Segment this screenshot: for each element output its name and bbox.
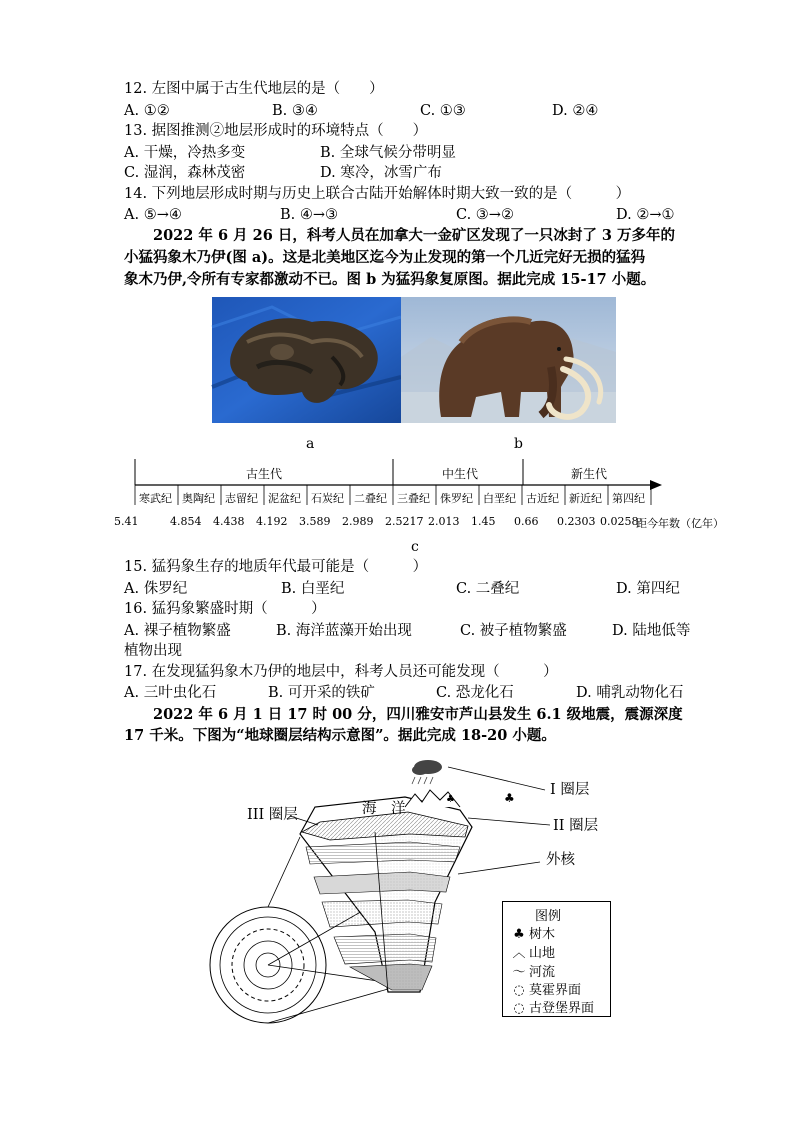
sphere-3-label: III 圈层: [247, 807, 298, 823]
age-label: 2.5217: [385, 515, 424, 528]
legend-item-river: 〜 河流: [511, 961, 555, 980]
q14-option-a: A. ⑤→④: [124, 207, 182, 223]
legend-item-gutenberg: ◌ 古登堡界面: [511, 997, 594, 1016]
age-label: 2.989: [342, 515, 374, 528]
legend-title: 图例: [535, 909, 562, 924]
q14-option-c: C. ③→②: [456, 207, 514, 223]
earth-structure-diagram: [210, 752, 515, 1052]
diagram-legend: [502, 901, 611, 1017]
q12-option-a: A. ①②: [124, 103, 170, 119]
age-label: 0.2303: [557, 515, 596, 528]
era-paleozoic: 古生代: [246, 467, 283, 481]
q17-option-a: A. 三叶虫化石: [124, 685, 217, 701]
q13-option-d: D. 寒冷，冰雪广布: [320, 165, 442, 181]
tree-icon: ♣: [513, 927, 525, 942]
period-label: 奥陶纪: [182, 492, 215, 505]
q17-option-b: B. 可开采的铁矿: [268, 685, 375, 701]
q12-option-c: C. ①③: [420, 103, 466, 119]
passage1-line3: 象木乃伊,令所有专家都激动不已。图 b 为猛犸象复原图。据此完成 15-17 小题。: [124, 271, 656, 288]
q13-stem: 13. 据图推测②地层形成时的环境特点（ ）: [124, 123, 428, 139]
ocean-label: 海 洋: [362, 801, 406, 817]
legend-item-mountain: ︿ 山地: [511, 942, 555, 961]
q14-option-b: B. ④→③: [280, 207, 339, 223]
era-cenozoic: 新生代: [571, 467, 608, 481]
age-label: 4.854: [170, 515, 202, 528]
q13-option-a: A. 干燥，冷热多变: [124, 145, 246, 161]
q16-stem: 16. 猛犸象繁盛时期（ ）: [124, 601, 326, 617]
cloud-icon: [412, 760, 442, 784]
q14-stem: 14. 下列地层形成时期与历史上联合古陆开始解体时期大致一致的是（ ）: [124, 186, 631, 202]
q16-option-c: C. 被子植物繁盛: [460, 623, 567, 639]
period-label: 古近纪: [526, 492, 559, 505]
mammoth-mummy-photo: [212, 297, 401, 423]
q15-stem: 15. 猛犸象生存的地质年代最可能是（ ）: [124, 559, 428, 575]
timeline-axis-label: 距今年数（亿年）: [636, 517, 724, 530]
q17-stem: 17. 在发现猛犸象木乃伊的地层中，科考人员还可能发现（ ）: [124, 664, 558, 680]
passage2-line2: 17 千米。下图为“地球圈层结构示意图”。据此完成 18-20 小题。: [124, 727, 556, 744]
sphere-1-label: I 圈层: [550, 782, 590, 798]
age-label: 4.438: [213, 515, 245, 528]
period-label: 三叠纪: [397, 492, 430, 505]
age-label: 0.66: [514, 515, 539, 528]
q12-option-d: D. ②④: [552, 103, 599, 119]
legend-item-moho: ◌ 莫霍界面: [511, 979, 581, 998]
mammoth-reconstruction-photo: [401, 297, 616, 423]
svg-text:♣: ♣: [504, 791, 515, 805]
q15-option-b: B. 白垩纪: [281, 581, 345, 597]
q15-option-a: A. 侏罗纪: [124, 581, 188, 597]
q15-option-c: C. 二叠纪: [456, 581, 520, 597]
period-label: 石炭纪: [311, 492, 344, 505]
q13-option-c: C. 湿润，森林茂密: [124, 165, 246, 181]
legend-item-tree: ♣ 树木: [511, 923, 555, 942]
q13-option-b: B. 全球气候分带明显: [320, 145, 456, 161]
passage1-line2: 小猛犸象木乃伊(图 a)。这是北美地区迄今为止发现的第一个几近完好无损的猛犸: [124, 249, 646, 266]
q17-option-d: D. 哺乳动物化石: [576, 685, 684, 701]
period-label: 志留纪: [225, 492, 258, 505]
q12-option-b: B. ③④: [272, 103, 318, 119]
mountain-icon: ︿: [512, 946, 526, 961]
period-label: 白垩纪: [483, 492, 516, 505]
sphere-2-label: II 圈层: [553, 818, 599, 834]
figure-c-label: c: [411, 539, 419, 555]
river-icon: 〜: [512, 965, 526, 980]
age-label: 0.0258: [600, 515, 639, 528]
figure-b-label: b: [514, 436, 523, 452]
q15-option-d: D. 第四纪: [616, 581, 680, 597]
q16-option-a: A. 裸子植物繁盛: [124, 623, 231, 639]
geologic-timeline: [120, 455, 680, 515]
age-label: 3.589: [299, 515, 331, 528]
era-mesozoic: 中生代: [442, 467, 479, 481]
q16-option-b: B. 海洋蓝藻开始出现: [276, 623, 412, 639]
period-label: 二叠纪: [354, 492, 387, 505]
figure-a-label: a: [306, 436, 315, 452]
period-label: 第四纪: [612, 492, 645, 505]
age-label: 4.192: [256, 515, 288, 528]
age-label: 5.41: [114, 515, 139, 528]
moho-boundary-icon: ◌: [513, 983, 525, 998]
q16-option-d: D. 陆地低等: [612, 623, 691, 639]
passage1-line1: 2022 年 6 月 26 日，科考人员在加拿大一金矿区发现了一只冰封了 3 万多年的: [124, 227, 676, 244]
age-label: 2.013: [428, 515, 460, 528]
period-label: 新近纪: [569, 492, 602, 505]
svg-text:♣: ♣: [446, 794, 455, 805]
period-label: 侏罗纪: [440, 492, 473, 505]
q16-option-d-continuation: 植物出现: [124, 643, 182, 659]
passage2-line1: 2022 年 6 月 1 日 17 时 00 分，四川雅安市芦山县发生 6.1 级地震，震源深度: [124, 706, 683, 723]
gutenberg-boundary-icon: ◌: [513, 1001, 525, 1016]
outer-core-label: 外核: [546, 852, 575, 868]
q12-stem: 12. 左图中属于古生代地层的是（ ）: [124, 81, 384, 97]
period-label: 泥盆纪: [268, 492, 301, 505]
q17-option-c: C. 恐龙化石: [436, 685, 514, 701]
q14-option-d: D. ②→①: [616, 207, 675, 223]
period-label: 寒武纪: [139, 492, 172, 505]
age-label: 1.45: [471, 515, 496, 528]
